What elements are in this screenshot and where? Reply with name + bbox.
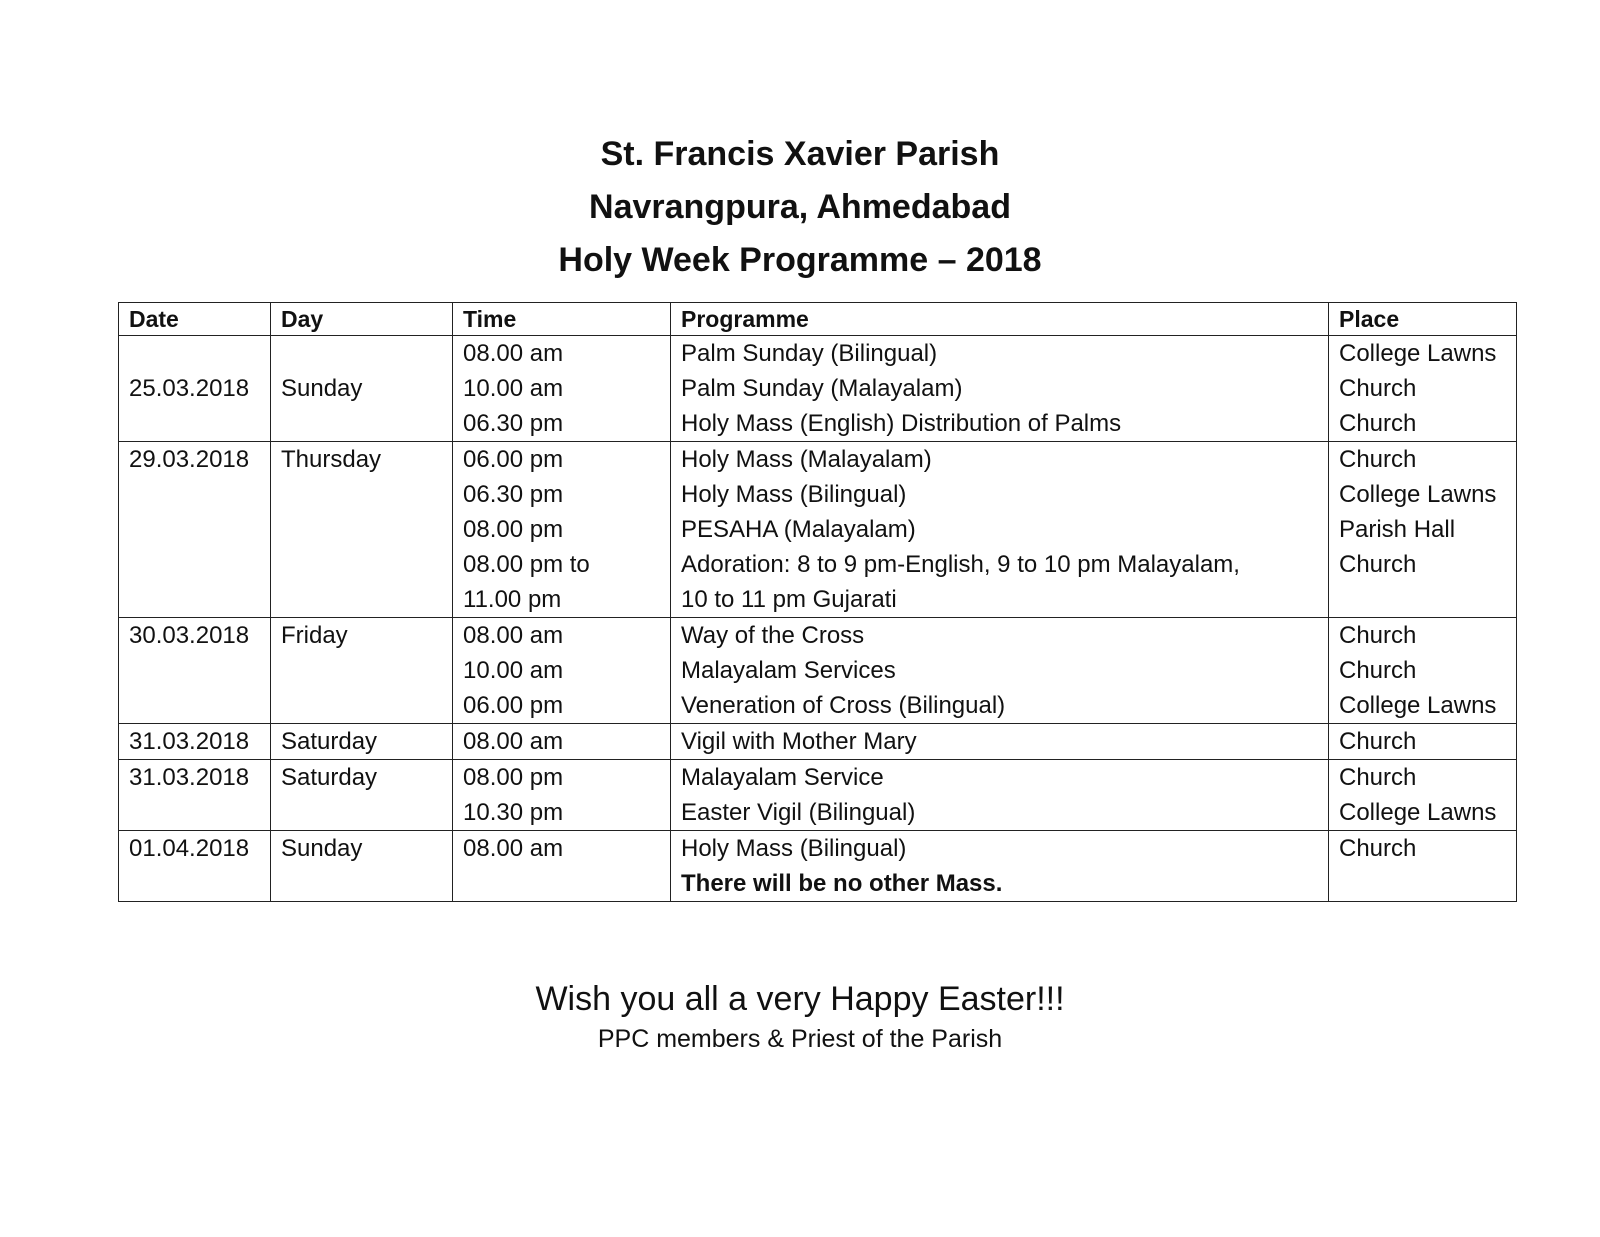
date-cell: 25.03.2018 xyxy=(119,336,271,442)
time-entry: 06.30 pm xyxy=(463,481,564,508)
signature-line: PPC members & Priest of the Parish xyxy=(597,1025,1003,1053)
place-entry: Church xyxy=(1339,622,1417,649)
time-cell xyxy=(453,618,671,724)
day-cell: Sunday xyxy=(271,336,453,442)
programme-entry: Palm Sunday (Malayalam) xyxy=(681,375,963,402)
time-cell xyxy=(453,724,671,760)
parish-name: St. Francis Xavier Parish xyxy=(600,135,1000,173)
programme-entry: Palm Sunday (Bilingual) xyxy=(681,340,938,367)
column-header-day: Day xyxy=(271,303,453,336)
programme-entry: 10 to 11 pm Gujarati xyxy=(681,586,897,613)
place-cell xyxy=(1329,442,1517,618)
day-cell: Sunday xyxy=(271,831,453,902)
programme-entry: Holy Mass (Malayalam) xyxy=(681,446,932,473)
place-entry: Church xyxy=(1339,375,1417,402)
time-cell xyxy=(453,760,671,831)
easter-greeting: Wish you all a very Happy Easter!!! xyxy=(535,980,1065,1018)
holy-week-schedule-table xyxy=(118,302,1517,902)
table-row xyxy=(119,831,1517,902)
programme-entry: Holy Mass (Bilingual) xyxy=(681,481,907,508)
place-entry: College Lawns xyxy=(1339,799,1497,826)
place-entry: Church xyxy=(1339,657,1417,684)
programme-entry: Malayalam Service xyxy=(681,764,884,791)
programme-entry: Way of the Cross xyxy=(681,622,865,649)
time-cell xyxy=(453,831,671,902)
programme-entry: Veneration of Cross (Bilingual) xyxy=(681,692,1006,719)
parish-location: Navrangpura, Ahmedabad xyxy=(589,188,1011,226)
time-entry: 06.30 pm xyxy=(463,410,564,437)
programme-title: Holy Week Programme – 2018 xyxy=(558,241,1042,279)
column-header-place: Place xyxy=(1329,303,1517,336)
time-entry: 08.00 pm xyxy=(463,516,564,543)
programme-entry: Adoration: 8 to 9 pm-English, 9 to 10 pm Malayalam, xyxy=(681,551,1240,578)
table-row xyxy=(119,442,1517,618)
place-cell xyxy=(1329,336,1517,442)
document-footer xyxy=(0,976,1600,1056)
day-cell: Friday xyxy=(271,618,453,724)
place-entry: Parish Hall xyxy=(1339,516,1456,543)
programme-entry: Vigil with Mother Mary xyxy=(681,728,917,755)
time-entry: 08.00 am xyxy=(463,835,564,862)
time-entry: 08.00 pm to xyxy=(463,551,590,578)
table-row xyxy=(119,760,1517,831)
column-header-programme: Programme xyxy=(671,303,1329,336)
time-entry: 08.00 am xyxy=(463,728,564,755)
day-cell: Saturday xyxy=(271,724,453,760)
column-header-time: Time xyxy=(453,303,671,336)
programme-cell xyxy=(671,618,1329,724)
place-entry: Church xyxy=(1339,446,1417,473)
place-entry: Church xyxy=(1339,551,1417,578)
time-entry: 08.00 am xyxy=(463,340,564,367)
place-cell xyxy=(1329,831,1517,902)
table-row xyxy=(119,618,1517,724)
time-entry: 06.00 pm xyxy=(463,446,564,473)
programme-entry: Holy Mass (Bilingual) xyxy=(681,835,907,862)
place-entry: College Lawns xyxy=(1339,340,1497,367)
time-entry: 06.00 pm xyxy=(463,692,564,719)
programme-cell xyxy=(671,760,1329,831)
table-header-row xyxy=(119,303,1517,336)
programme-entry: Easter Vigil (Bilingual) xyxy=(681,799,916,826)
place-entry: Church xyxy=(1339,764,1417,791)
time-entry: 10.30 pm xyxy=(463,799,564,826)
time-entry: 08.00 am xyxy=(463,622,564,649)
place-cell xyxy=(1329,724,1517,760)
place-cell xyxy=(1329,618,1517,724)
date-cell: 30.03.2018 xyxy=(119,618,271,724)
time-cell xyxy=(453,442,671,618)
table-row xyxy=(119,724,1517,760)
table-row xyxy=(119,336,1517,442)
date-cell: 29.03.2018 xyxy=(119,442,271,618)
programme-cell xyxy=(671,336,1329,442)
day-cell: Saturday xyxy=(271,760,453,831)
time-entry: 10.00 am xyxy=(463,375,564,402)
place-entry: Church xyxy=(1339,835,1417,862)
place-entry: College Lawns xyxy=(1339,692,1497,719)
place-entry: Church xyxy=(1339,728,1417,755)
date-cell: 31.03.2018 xyxy=(119,724,271,760)
programme-entry: Malayalam Services xyxy=(681,657,896,684)
date-cell: 01.04.2018 xyxy=(119,831,271,902)
programme-note: There will be no other Mass. xyxy=(681,870,1003,897)
time-cell xyxy=(453,336,671,442)
programme-entry: Holy Mass (English) Distribution of Palms xyxy=(681,410,1122,437)
time-entry: 08.00 pm xyxy=(463,764,564,791)
document-header xyxy=(0,128,1600,287)
time-entry: 10.00 am xyxy=(463,657,564,684)
programme-cell xyxy=(671,831,1329,902)
time-entry: 11.00 pm xyxy=(463,586,562,613)
place-cell xyxy=(1329,760,1517,831)
column-header-date: Date xyxy=(119,303,271,336)
programme-entry: PESAHA (Malayalam) xyxy=(681,516,916,543)
place-entry: College Lawns xyxy=(1339,481,1497,508)
place-entry: Church xyxy=(1339,410,1417,437)
date-cell: 31.03.2018 xyxy=(119,760,271,831)
programme-cell xyxy=(671,724,1329,760)
day-cell: Thursday xyxy=(271,442,453,618)
programme-cell xyxy=(671,442,1329,618)
